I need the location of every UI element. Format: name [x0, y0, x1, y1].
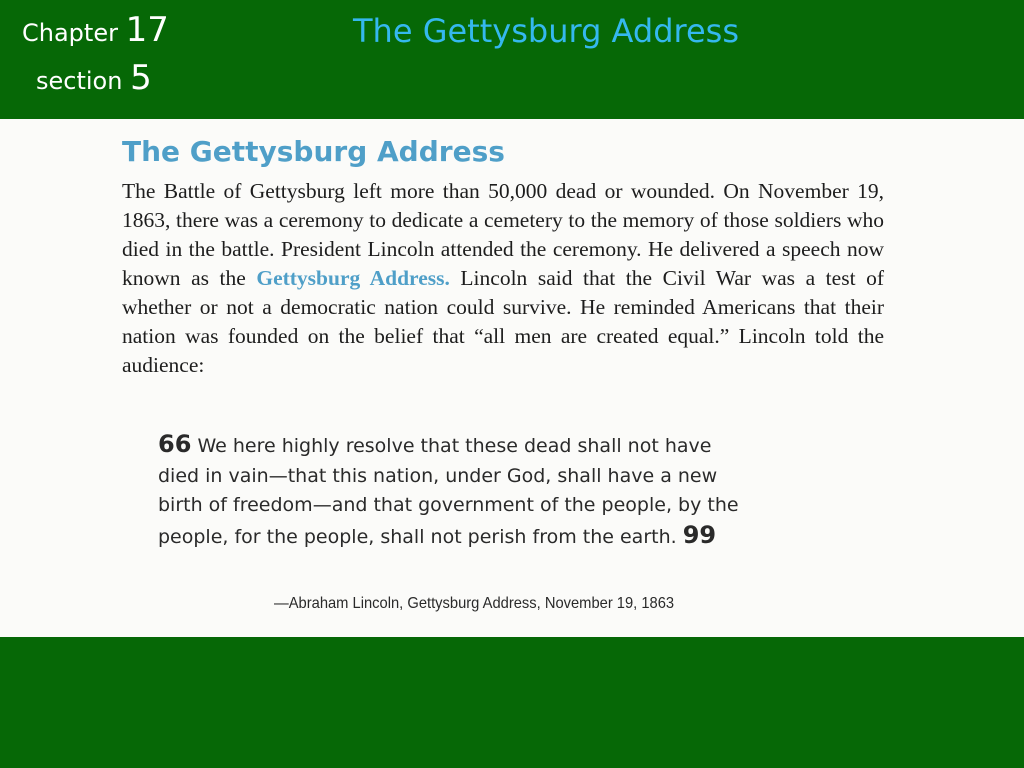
slide-title: The Gettysburg Address [353, 12, 739, 50]
textbook-scan-image [0, 119, 1024, 637]
chapter-number: 17 [125, 10, 169, 50]
close-quote-icon: 99 [682, 520, 717, 549]
open-quote-icon: 66 [158, 430, 192, 458]
chapter-word: Chapter [22, 19, 118, 47]
block-quote [158, 430, 758, 552]
quote-attribution: —Abraham Lincoln, Gettysburg Address, November 19, 1863 [274, 595, 675, 612]
section-number: 5 [130, 58, 152, 98]
paragraph-text-start: The Battle of Gettysburg left more than 50,000 dead or wounded. On November 19, 1863, there was a ceremony to dedicate a cemetery to the memory of those soldiers who died in the battle. President Lincoln attended the ceremony. He delivered a speech now known as the [122, 179, 884, 290]
scan-heading: The Gettysburg Address [122, 135, 505, 168]
quote-text: We here highly resolve that these dead shall not have died in vain—that this nation, under God, shall have a new birth of freedom—and that government of the people, by the people, for the people, shall not perish from the earth. [158, 435, 739, 548]
slide-header [0, 0, 1024, 118]
section-label [36, 54, 152, 105]
paragraph-text-end: Lincoln said that the Civil War was a test of whether or not a democratic nation could survive. He reminded Americans that their nation was founded on the belief that “all men are created equal.” Lincoln told the audience: [122, 266, 884, 377]
key-term: Gettysburg Address. [256, 266, 450, 290]
section-word: section [36, 67, 123, 95]
scan-paragraph [122, 177, 884, 380]
